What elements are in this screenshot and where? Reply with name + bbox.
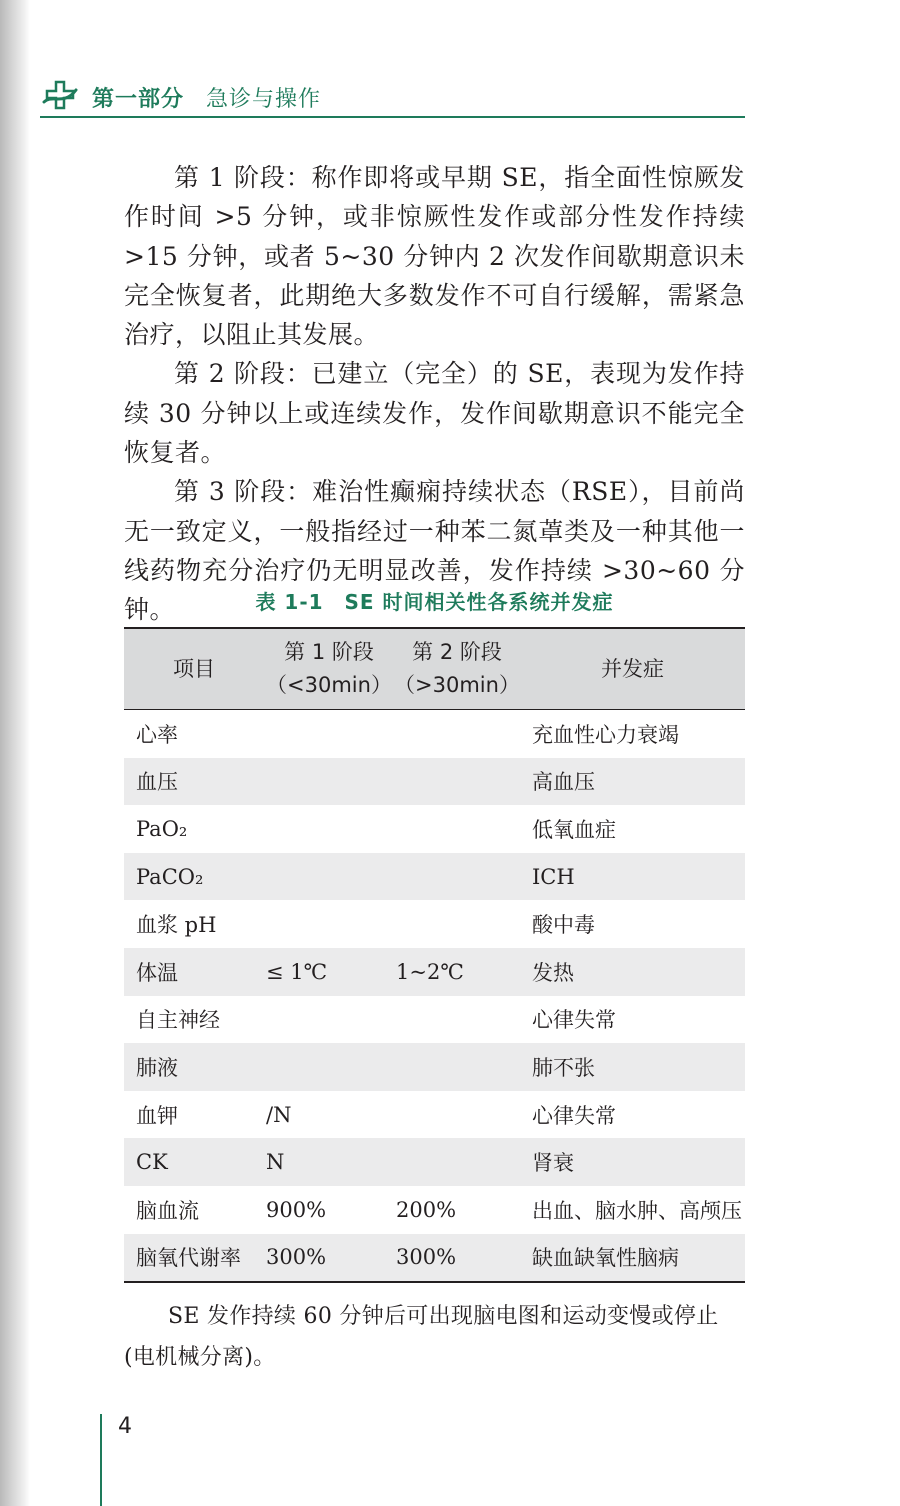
cell-stage-1 xyxy=(264,853,394,901)
cell-stage-1: /N xyxy=(266,1102,292,1127)
table-row xyxy=(124,758,745,806)
cell-complication: 缺血缺氧性脑病 xyxy=(520,1234,745,1283)
cell-item: PaCO₂ xyxy=(136,864,204,889)
header-item: 项目 xyxy=(124,628,264,710)
paragraph-stage-1: 第 1 阶段：称作即将或早期 SE，指全面性惊厥发作时间 >5 分钟，或非惊厥性发作或部分性发作持续 >15 分钟，或者 5~30 分钟内 2 次发作间歇期意识未完全恢复者，此期绝大多数发作不可自行缓解，需紧急治疗，以阻止其发展。 xyxy=(124,163,745,350)
cell-complication: 高血压 xyxy=(532,770,595,795)
cell-stage-1 xyxy=(264,900,394,948)
cell-stage-2 xyxy=(394,1138,520,1186)
cell-item: 体温 xyxy=(136,960,178,985)
cell-complication: 肾衰 xyxy=(532,1151,574,1176)
paragraph-stage-3: 第 3 阶段：难治性癫痫持续状态（RSE），目前尚无一致定义，一般指经过一种苯二氮䓬类及一种其他一线药物充分治疗仍无明显改善，发作持续 >30~60 分钟。 xyxy=(124,477,745,625)
cell-stage-1: 300% xyxy=(264,1234,394,1283)
cell-stage-1 xyxy=(264,758,394,806)
table-row xyxy=(124,853,745,901)
table-row xyxy=(124,900,745,948)
cell-complication: 低氧血症 xyxy=(532,817,616,842)
table-row xyxy=(124,1186,745,1234)
page-number-rule xyxy=(100,1414,102,1506)
cell-stage-1 xyxy=(264,1043,394,1091)
complications-table xyxy=(124,627,745,1283)
table-row xyxy=(124,1043,745,1091)
cell-item: 血压 xyxy=(136,770,178,795)
cell-stage-2: 300% xyxy=(394,1234,520,1283)
cell-stage-1: 900% xyxy=(266,1197,327,1222)
table-row xyxy=(124,805,745,853)
cell-complication: 充血性心力衰竭 xyxy=(532,722,679,747)
cell-stage-2: 1~2℃ xyxy=(396,959,464,984)
cell-item: PaO₂ xyxy=(136,816,188,841)
cell-item: 血钾 xyxy=(136,1103,178,1128)
cell-complication: 出血、脑水肿、高颅压 xyxy=(532,1198,742,1223)
body-text xyxy=(124,158,745,630)
cell-stage-2 xyxy=(394,805,520,853)
cell-complication: 发热 xyxy=(532,960,574,985)
cell-stage-2 xyxy=(394,853,520,901)
table-row xyxy=(124,1091,745,1139)
cell-item: 心率 xyxy=(136,722,178,747)
book-spine-shadow xyxy=(0,0,30,1506)
cell-complication: 心律失常 xyxy=(532,1008,616,1033)
cell-item: 肺液 xyxy=(136,1055,178,1080)
cell-stage-1 xyxy=(264,710,394,758)
cell-item: 自主神经 xyxy=(136,1008,220,1033)
cell-stage-1 xyxy=(264,805,394,853)
cell-item: 血浆 pH xyxy=(136,913,217,938)
cell-item: 脑氧代谢率 xyxy=(124,1234,264,1283)
header-stage-1: 第 1 阶段 （<30min） xyxy=(264,628,394,710)
table-row xyxy=(124,1234,745,1283)
medical-cross-logo-icon xyxy=(42,80,78,110)
page-number: 4 xyxy=(118,1414,132,1439)
cell-complication: ICH xyxy=(532,864,575,889)
cell-stage-2 xyxy=(394,1043,520,1091)
cell-stage-2 xyxy=(394,710,520,758)
cell-item: 脑血流 xyxy=(136,1198,199,1223)
chapter-title: 急诊与操作 xyxy=(206,87,322,112)
cell-complication: 肺不张 xyxy=(532,1055,595,1080)
paragraph-stage-2: 第 2 阶段：已建立（完全）的 SE，表现为发作持续 30 分钟以上或连续发作，发作间歇期意识不能完全恢复者。 xyxy=(124,359,745,468)
cell-complication: 酸中毒 xyxy=(532,913,595,938)
cell-stage-2 xyxy=(394,758,520,806)
header-complication: 并发症 xyxy=(520,628,745,710)
part-title: 第一部分 xyxy=(92,87,185,112)
cell-complication: 心律失常 xyxy=(532,1103,616,1128)
table-caption: 表 1-1 SE 时间相关性各系统并发症 xyxy=(255,590,614,614)
table-row xyxy=(124,948,745,996)
table-row xyxy=(124,1138,745,1186)
running-header xyxy=(40,72,745,118)
cell-stage-1 xyxy=(264,996,394,1044)
cell-stage-2 xyxy=(394,996,520,1044)
post-table-text xyxy=(124,1296,745,1378)
table-row xyxy=(124,710,745,758)
cell-stage-2 xyxy=(394,900,520,948)
table-row xyxy=(124,996,745,1044)
paragraph-after-table: SE 发作持续 60 分钟后可出现脑电图和运动变慢或停止(电机械分离)。 xyxy=(124,1304,719,1370)
header-stage-2: 第 2 阶段 （>30min） xyxy=(394,628,520,710)
cell-stage-2: 200% xyxy=(396,1197,457,1222)
cell-item: CK xyxy=(136,1150,168,1175)
table-header-row xyxy=(124,628,745,710)
cell-stage-2 xyxy=(394,1091,520,1139)
cell-stage-1: ≤ 1℃ xyxy=(266,959,328,984)
cell-stage-1: N xyxy=(266,1150,285,1175)
